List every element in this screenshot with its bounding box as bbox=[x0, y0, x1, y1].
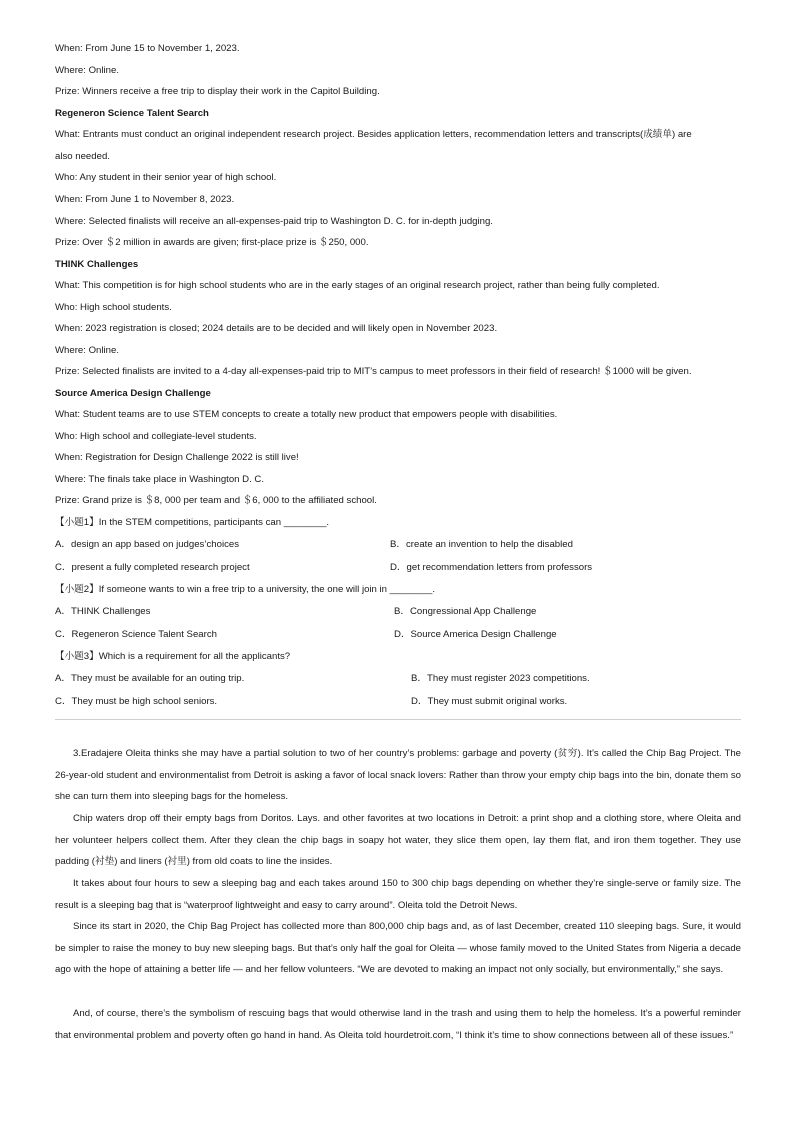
option-d: D．get recommendation letters from professors bbox=[390, 562, 593, 573]
text-line: also needed. bbox=[55, 151, 110, 162]
option-c: C．Regeneron Science Talent Search bbox=[55, 629, 217, 640]
text-line: Where: Selected finalists will receive an all-expenses-paid trip to Washington D. C. for in-depth judging. bbox=[55, 216, 493, 227]
question-stem: 【小题1】In the STEM competitions, participants can ________. bbox=[55, 517, 330, 528]
option-b: B．They must register 2023 competitions. bbox=[411, 673, 590, 684]
text-line: When: From June 15 to November 1, 2023. bbox=[55, 43, 240, 54]
section-divider bbox=[55, 719, 741, 720]
option-d: D．They must submit original works. bbox=[411, 696, 568, 707]
paragraph: It takes about four hours to sew a sleeping bag and each takes around 150 to 300 chip bags depending on whether they’re single-serve or family size. The result is a sleeping bag that is “waterproof lightweight and easy to carry around”. Oleita told the Detroit News. bbox=[55, 878, 741, 911]
section-heading: Source America Design Challenge bbox=[55, 388, 211, 399]
section-heading: Regeneron Science Talent Search bbox=[55, 108, 209, 119]
paragraph: 3.Eradajere Oleita thinks she may have a partial solution to two of her country’s problems: garbage and poverty (贫穷). It’s called the Chip Bag Project. The 26-year-old student and environmentalist from Detroit is asking a favor of local snack lovers: Rather than throw your empty chip bags into the bin, donate them so she can turn them into sleeping bags for the homeless. bbox=[55, 748, 741, 803]
text-line: Where: Online. bbox=[55, 345, 119, 356]
text-line: Where: Online. bbox=[55, 65, 119, 76]
text-line: Prize: Selected finalists are invited to a 4-day all-expenses-paid trip to MIT’s campus to meet professors in their field of research! ＄1000 will be given. bbox=[55, 366, 692, 377]
question-stem: 【小题2】If someone wants to win a free trip to a university, the one will join in ________. bbox=[55, 584, 436, 595]
text-line: When: From June 1 to November 8, 2023. bbox=[55, 194, 235, 205]
option-b: B．create an invention to help the disabled bbox=[390, 539, 573, 550]
text-line: Prize: Over ＄2 million in awards are given; first-place prize is ＄250, 000. bbox=[55, 237, 369, 248]
option-a: A．They must be available for an outing trip. bbox=[55, 673, 245, 684]
option-a: A．design an app based on judges’choices bbox=[55, 539, 240, 550]
option-b: B．Congressional App Challenge bbox=[394, 606, 537, 617]
text-line: What: This competition is for high school students who are in the early stages of an original research project, rather than being fully completed. bbox=[55, 280, 660, 291]
option-d: D．Source America Design Challenge bbox=[394, 629, 557, 640]
text-line: Prize: Grand prize is ＄8, 000 per team and ＄6, 000 to the affiliated school. bbox=[55, 495, 377, 506]
text-line: When: Registration for Design Challenge 2022 is still live! bbox=[55, 452, 299, 463]
option-c: C．present a fully completed research project bbox=[55, 562, 250, 573]
text-line: Who: High school students. bbox=[55, 302, 172, 313]
paragraph: Chip waters drop off their empty bags from Doritos. Lays. and other favorites at two locations in Detroit: a print shop and a clothing store, where Oleita and her volunteer helpers collect them. After they clean the chip bags in soapy hot water, they slice them open, lay them flat, and iron them together. They use padding (衬垫) and liners (衬里) from old coats to line the insides. bbox=[55, 813, 741, 868]
option-c: C．They must be high school seniors. bbox=[55, 696, 218, 707]
section-heading: THINK Challenges bbox=[55, 259, 139, 270]
option-a: A．THINK Challenges bbox=[55, 606, 151, 617]
text-line: Who: Any student in their senior year of high school. bbox=[55, 172, 277, 183]
text-line: What: Student teams are to use STEM concepts to create a totally new product that empowers people with disabilities. bbox=[55, 409, 558, 420]
text-line: What: Entrants must conduct an original independent research project. Besides application letters, recommendation letters and transcripts(成绩单) are bbox=[55, 129, 692, 140]
text-line: Where: The finals take place in Washington D. C. bbox=[55, 474, 265, 485]
question-stem: 【小题3】Which is a requirement for all the applicants? bbox=[55, 651, 291, 662]
paragraph: And, of course, there’s the symbolism of rescuing bags that would otherwise land in the trash and using them to help the homeless. It’s a powerful reminder that environmental problem and poverty often go hand in hand. As Oleita told hourdetroit.com, “I think it’s time to show connections between all of these issues.” bbox=[55, 1008, 741, 1041]
paragraph: Since its start in 2020, the Chip Bag Project has collected more than 800,000 chip bags and, as of last December, created 110 sleeping bags. Sure, it would be simpler to raise the money to buy new sleeping bags. But that’s only half the goal for Oleita — whose family moved to the United States from Nigeria a decade ago with the hope of attaining a better life — and her fellow volunteers. “We are devoted to making an impact not only socially, but environmentally,” she says. bbox=[55, 921, 741, 976]
text-line: Prize: Winners receive a free trip to display their work in the Capitol Building. bbox=[55, 86, 380, 97]
text-line: Who: High school and collegiate-level students. bbox=[55, 431, 257, 442]
text-line: When: 2023 registration is closed; 2024 details are to be decided and will likely open in November 2023. bbox=[55, 323, 498, 334]
